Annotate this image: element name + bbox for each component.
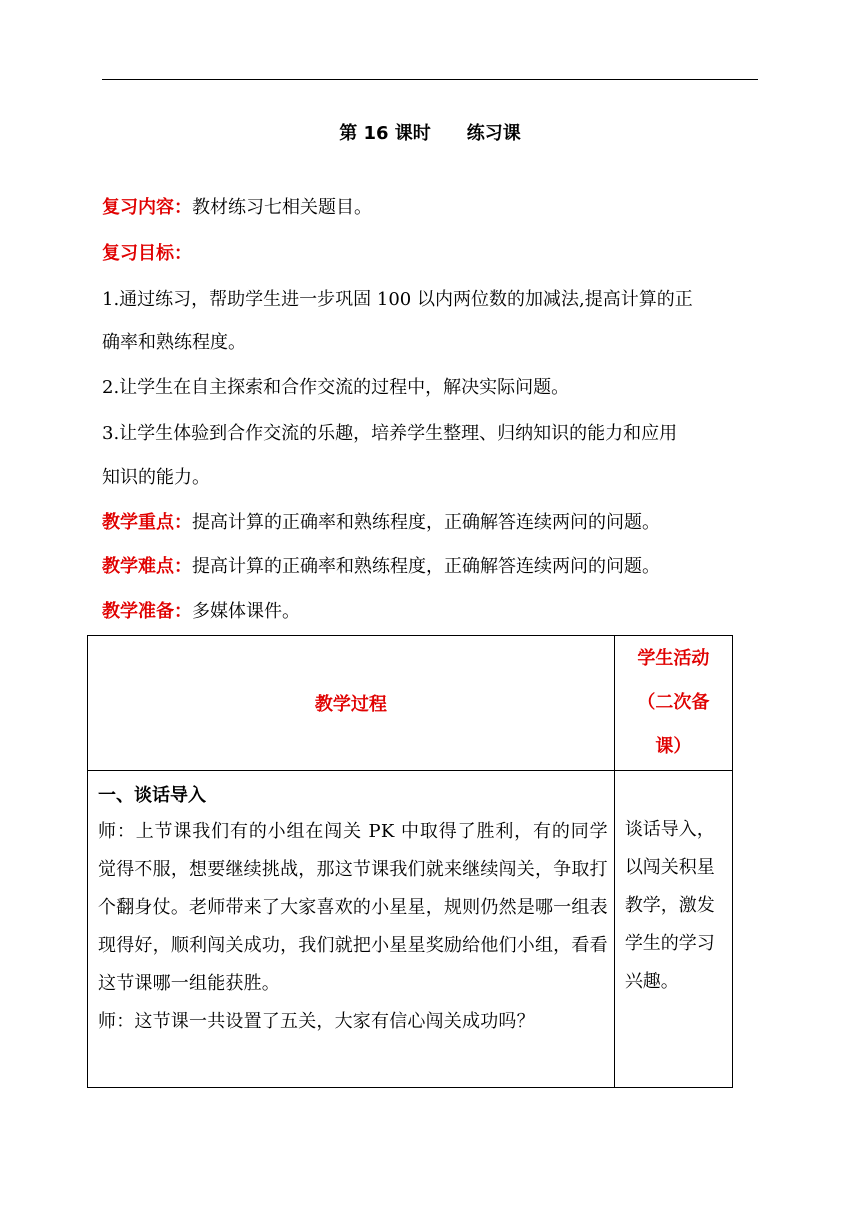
review-content-text: 教材练习七相关题目。 [192, 197, 372, 218]
lesson-process-table [87, 635, 733, 1088]
goal-line-3: 2.让学生在自主探索和合作交流的过程中，解决实际问题。 [102, 377, 570, 398]
table-row [88, 771, 733, 1088]
header-student-activity [614, 636, 732, 771]
header-teaching-process: 教学过程 [88, 636, 615, 771]
header-rule [102, 79, 758, 80]
goal-line-2: 确率和熟练程度。 [102, 332, 246, 353]
preparation-label: 教学准备： [102, 601, 192, 622]
key-point-line [102, 509, 762, 537]
key-point-text: 提高计算的正确率和熟练程度，正确解答连续两问的问题。 [192, 512, 660, 533]
difficulty-label: 教学难点： [102, 556, 192, 577]
goal-line-1: 1.通过练习，帮助学生进一步巩固 100 以内两位数的加减法,提高计算的正 [102, 289, 693, 310]
key-point-label: 教学重点： [102, 512, 192, 533]
student-activity-cell [614, 771, 732, 1088]
preparation-line [102, 598, 762, 626]
activity-note: 谈话导入，以闯关积星教学，激发学生的学习兴趣。 [624, 819, 715, 992]
teaching-process-cell [88, 771, 615, 1088]
goal-line-5: 知识的能力。 [102, 467, 210, 488]
review-content-label: 复习内容： [102, 197, 192, 218]
review-goals-label: 复习目标： [102, 243, 192, 264]
preparation-text: 多媒体课件。 [192, 601, 300, 622]
difficulty-line [102, 553, 762, 581]
section-heading: 一、谈话导入 [98, 785, 206, 806]
difficulty-text: 提高计算的正确率和熟练程度，正确解答连续两问的问题。 [192, 556, 660, 577]
header-student-activity-label: 学生活动（二次备课） [637, 648, 710, 757]
table-header-row [88, 636, 733, 771]
review-content-line [102, 194, 762, 222]
teacher-paragraph-1: 师：上节课我们有的小组在闯关 PK 中取得了胜利，有的同学觉得不服，想要继续挑战，那这节课我们就来继续闯关，争取打个翻身仗。老师带来了大家喜欢的小星星，规则仍然是哪一组表现得好，顺利闯关成功，我们就把小星星奖励给他们小组，看看这节课哪一组能获胜。 [98, 821, 608, 994]
review-goals-line [102, 240, 762, 268]
page-title: 第 16 课时 练习课 [339, 123, 521, 144]
teacher-paragraph-2: 师：这节课一共设置了五关，大家有信心闯关成功吗？ [98, 1011, 535, 1032]
goal-line-4: 3.让学生体验到合作交流的乐趣，培养学生整理、归纳知识的能力和应用 [102, 423, 678, 444]
